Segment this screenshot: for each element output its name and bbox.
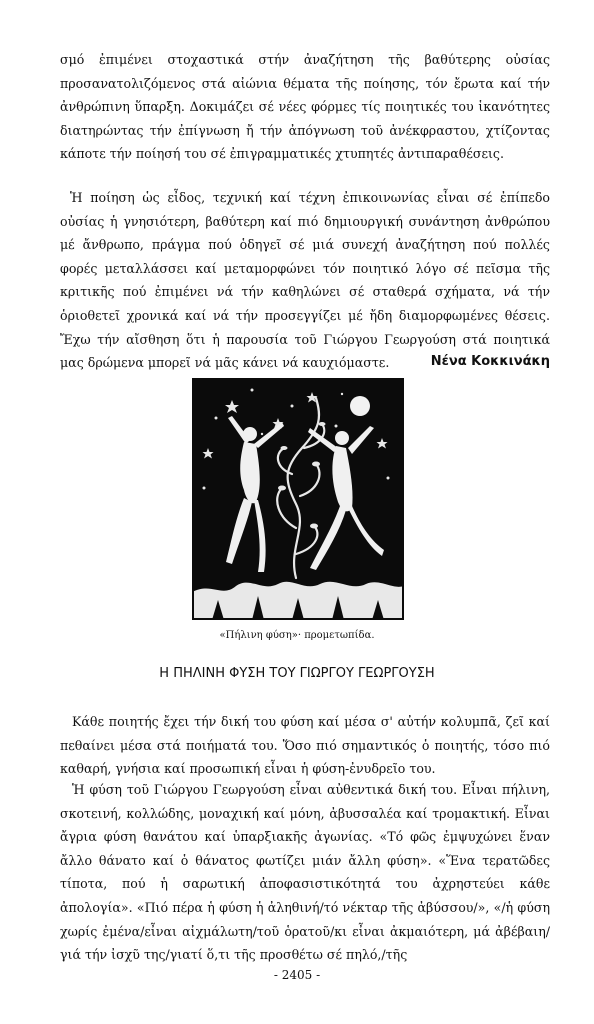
paragraph-georgousis-nature: Ἡ φύση τοῦ Γιώργου Γεωργούση εἶναι αὐθεντικά δική του. Εἶναι πήλινη, σκοτεινή, κολλώδης, μοναχική καί μόνη, ἀβυσσαλέα καί τρομακτική. Εἶναι ἄγρια φύση θανάτου καί ὑπαρξιακῆς ἀγωνίας. «Τό φῶς ἐμψυχώνει ἕναν ἄλλο θάνατο καί ὁ θάνατος φωτίζει μιάν ἄλλη φύση». «Ἕνα τερατῶδες τίποτα, πού ἡ σαρωτική ἀποφασιστικότητά του ἀχρηστεύει κάθε ἀπολογία». «Πιό πέρα ἡ φύση ἡ ἀληθινή/τό νέκταρ τῆς ἀβύσσου/», «/ἡ φύση χωρίς ἐμένα/εἶναι αἰχμάλωτη/τοῦ ὁρατοῦ/κι εἶναι ἀκμαιότερη, μά ἀβέβαιη/γιά τήν ἰσχῦ της/γιατί ὅ,τι τῆς προσθέτω σέ πηλό,/τῆς xyxy=(60,782,550,963)
frontispiece-woodcut xyxy=(192,378,404,620)
section-title: Η ΠΗΛΙΝΗ ΦΥΣΗ ΤΟΥ ΓΙΩΡΓΟΥ ΓΕΩΡΓΟΥΣΗ xyxy=(159,666,435,681)
woodcut-illustration xyxy=(192,378,404,620)
paragraph-intro-end: σμό ἐπιμένει στοχαστικά στήν ἀναζήτηση τῆς βαθύτερης οὐσίας προσανατολιζόμενος στά αἰώνια θέματα τῆς ποίησης, τόν ἔρωτα καί τήν ἀνθρώπινη ὕπαρξη. Δοκιμάζει σέ νέες φόρμες τίς ποιητικές του ἱκανότητες διατηρώντας τήν ἐπίγνωση ἤ τήν ἀπόγνωση τοῦ ἀνέκφραστου, χτίζοντας κάποτε τήν ποίησή του σέ ἐπιγραμματικές χτυπητές ἀντιπαραθέσεις. xyxy=(60,52,550,162)
page-number: - 2405 - xyxy=(273,968,321,982)
paragraph-each-poet: Κάθε ποιητής ἔχει τήν δική του φύση καί μέσα σ' αὐτήν κολυμπᾶ, ζεῖ καί πεθαίνει μέσα στά ποιήματά του. Ὅσο πιό σημαντικός ὁ ποιητής, τόσο πιό καθαρή, γνήσια καί προσωπική εἶναι ἡ φύση-ἐνυδρεῖο του. xyxy=(60,714,550,777)
paragraph-poetry-as-form: Ἡ ποίηση ὡς εἶδος, τεχνική καί τέχνη ἐπικοινωνίας εἶναι σέ ἐπίπεδο οὐσίας ἡ γνησιότερη, βαθύτερη καί πιό δημιουργική συνάντηση ἀνθρώπου μέ ἄνθρωπο, πράγμα πού ὁδηγεῖ σέ μιά συνεχή ἀναζήτηση πού πολλές φορές μεταλλάσσει καί μεταμορφώνει τόν ποιητικό λόγο σέ πεῖσμα τῆς κριτικῆς πού ἐπιμένει νά τήν καθηλώνει σέ σταθερά σχήματα, νά τήν ὁριοθετεῖ χρονικά καί νά τήν προσεγγίζει μέ ἤδη διαμορφωμένες θέσεις. Ἔχω τήν αἴσθηση ὅτι ἡ παρουσία τοῦ Γιώργου Γεωργούση στά ποιητικά μας δρώμενα μπορεῖ νά μᾶς κάνει νά καυχιόμαστε. xyxy=(60,190,550,371)
author-signature: Νένα Κοκκινάκη xyxy=(430,354,550,369)
figure-caption: «Πήλινη φύση»· προμετωπίδα. xyxy=(219,630,375,641)
